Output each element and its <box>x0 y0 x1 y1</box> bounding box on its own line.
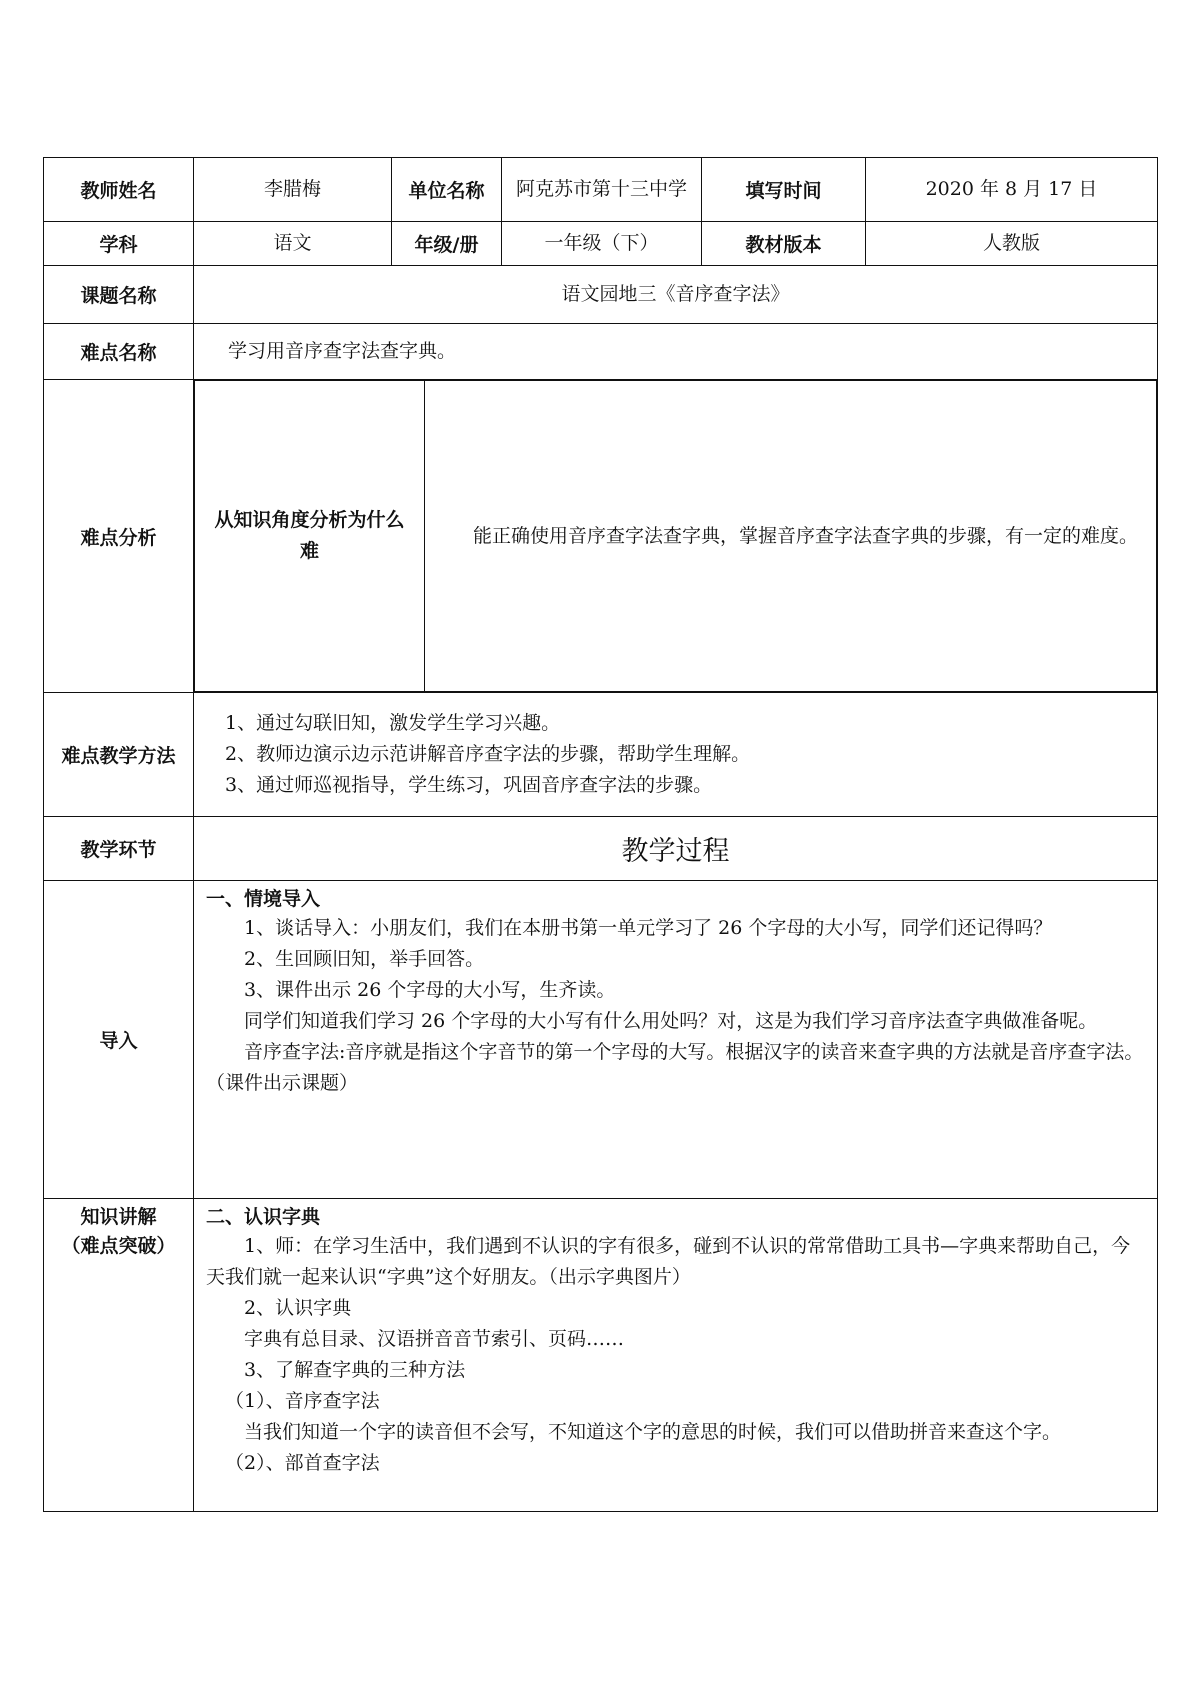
teacher-value: 李腊梅 <box>194 158 392 222</box>
process-stage-label: 教学环节 <box>44 817 194 881</box>
grade-label: 年级/册 <box>392 222 502 266</box>
knowledge-label-cell <box>44 1199 194 1512</box>
topic-value: 语文园地三《音序查字法》 <box>194 266 1158 324</box>
topic-row <box>44 266 1158 324</box>
knowledge-row <box>44 1199 1158 1512</box>
analysis-text-cell <box>425 381 1157 692</box>
knowledge-paragraph: 3、了解查字典的三种方法 <box>244 1359 466 1381</box>
process-header-row <box>44 817 1158 881</box>
lesson-plan-table <box>43 157 1158 1512</box>
method-item: 1、通过勾联旧知，激发学生学习兴趣。 <box>225 712 561 734</box>
knowledge-paragraph: 当我们知道一个字的读音但不会写，不知道这个字的意思的时候，我们可以借助拼音来查这个字。 <box>244 1421 1062 1443</box>
date-value: 2020 年 8 月 17 日 <box>866 158 1158 222</box>
grade-value: 一年级（下） <box>502 222 702 266</box>
intro-row <box>44 881 1158 1199</box>
methods-content <box>194 693 1158 817</box>
intro-paragraph: 同学们知道我们学习 26 个字母的大小写有什么用处吗？对，这是为我们学习音序法查字典做准备呢。 <box>244 1010 1098 1032</box>
edition-value: 人教版 <box>866 222 1158 266</box>
unit-label: 单位名称 <box>392 158 502 222</box>
edition-label: 教材版本 <box>702 222 866 266</box>
subject-label: 学科 <box>44 222 194 266</box>
intro-paragraph: 3、课件出示 26 个字母的大小写，生齐读。 <box>244 979 616 1001</box>
knowledge-paragraph: （1）、音序查字法 <box>225 1390 380 1412</box>
lesson-plan-page <box>43 157 1157 1512</box>
knowledge-paragraph: 字典有总目录、汉语拼音音节索引、页码…… <box>244 1328 625 1350</box>
intro-paragraph: 音序查字法:音序就是指这个字音节的第一个字母的大写。根据汉字的读音来查字典的方法就是音序查字法。（课件出示课题） <box>206 1041 1144 1094</box>
header-row-1 <box>44 158 1158 222</box>
header-row-2 <box>44 222 1158 266</box>
date-label: 填写时间 <box>702 158 866 222</box>
difficulty-row <box>44 324 1158 380</box>
process-title: 教学过程 <box>194 817 1158 881</box>
methods-row <box>44 693 1158 817</box>
intro-heading: 一、情境导入 <box>206 888 321 910</box>
teacher-label: 教师姓名 <box>44 158 194 222</box>
difficulty-value: 学习用音序查字法查字典。 <box>194 324 1158 380</box>
intro-content <box>194 881 1158 1199</box>
difficulty-label: 难点名称 <box>44 324 194 380</box>
unit-value: 阿克苏市第十三中学 <box>502 158 702 222</box>
knowledge-label-line2: （难点突破） <box>61 1235 176 1257</box>
analysis-content <box>194 380 1158 693</box>
analysis-row <box>44 380 1158 693</box>
knowledge-heading: 二、认识字典 <box>206 1206 321 1228</box>
analysis-label: 难点分析 <box>44 380 194 693</box>
analysis-text: 能正确使用音序查字法查字典，掌握音序查字法查字典的步骤，有一定的难度。 <box>473 524 1139 547</box>
knowledge-content <box>194 1199 1158 1512</box>
knowledge-label-line1: 知识讲解 <box>80 1206 157 1228</box>
method-item: 2、教师边演示边示范讲解音序查字法的步骤，帮助学生理解。 <box>225 743 751 765</box>
analysis-sub-label-cell <box>195 381 425 692</box>
intro-paragraph: 1、谈话导入：小朋友们，我们在本册书第一单元学习了 26 个字母的大小写，同学们还记得吗？ <box>244 917 1053 939</box>
intro-paragraph: 2、生回顾旧知，举手回答。 <box>244 948 485 970</box>
intro-label: 导入 <box>44 881 194 1199</box>
topic-label: 课题名称 <box>44 266 194 324</box>
analysis-sub-label: 从知识角度分析为什么难 <box>214 509 405 562</box>
knowledge-paragraph: 1、师：在学习生活中，我们遇到不认识的字有很多，碰到不认识的常常借助工具书—字典来帮助自己，今天我们就一起来认识“字典”这个好朋友。（出示字典图片） <box>206 1235 1131 1288</box>
subject-value: 语文 <box>194 222 392 266</box>
methods-label: 难点教学方法 <box>44 693 194 817</box>
knowledge-paragraph: 2、认识字典 <box>244 1297 352 1319</box>
method-item: 3、通过师巡视指导，学生练习，巩固音序查字法的步骤。 <box>225 774 713 796</box>
knowledge-paragraph: （2）、部首查字法 <box>225 1452 380 1474</box>
